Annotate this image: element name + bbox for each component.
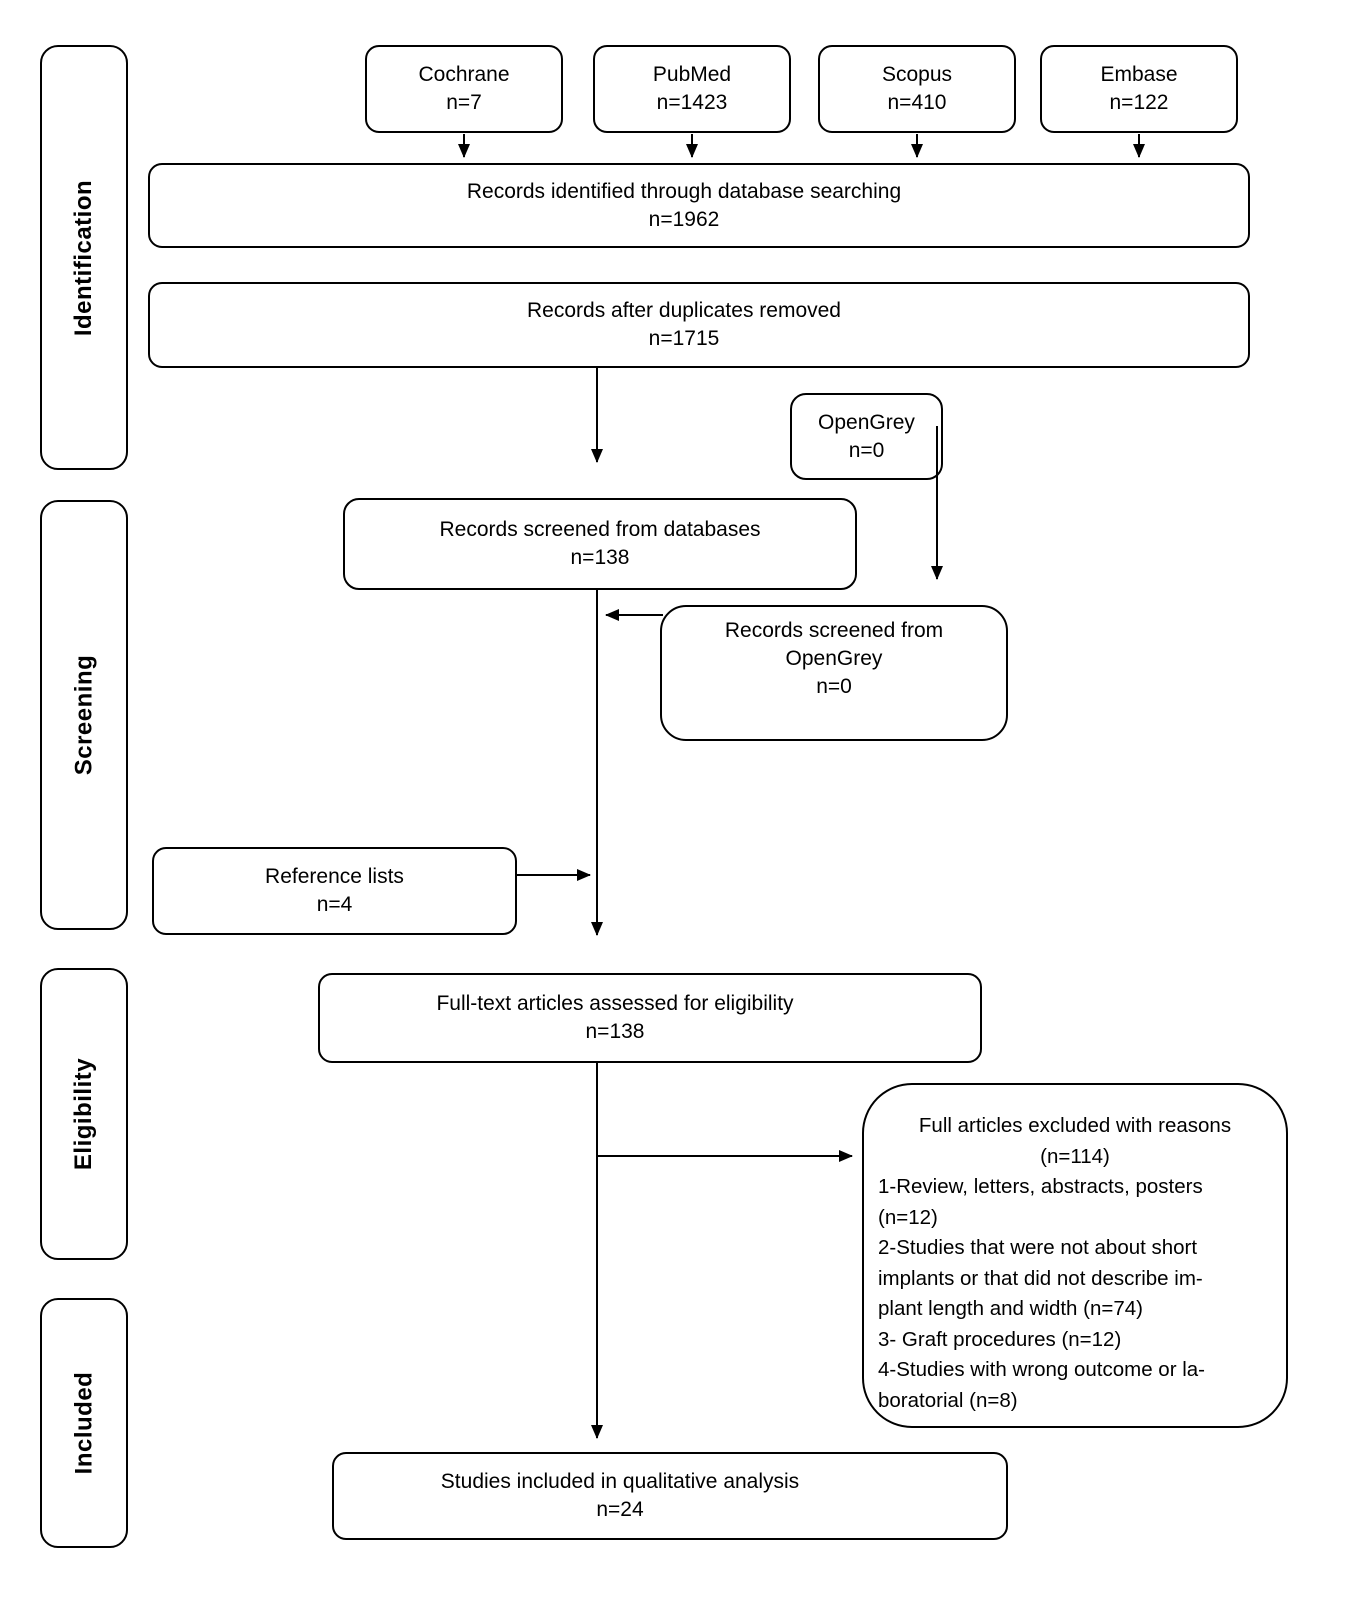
studies-included-box bbox=[332, 1452, 1008, 1540]
box-count: n=0 bbox=[848, 438, 885, 462]
box-text: Records screened from bbox=[724, 619, 944, 642]
source-name: Scopus bbox=[881, 63, 953, 86]
excluded-reason-line: 2-Studies that were not about short bbox=[878, 1236, 1198, 1259]
excluded-title: Full articles excluded with reasons bbox=[918, 1114, 1232, 1137]
excluded-reason-line: 3- Graft procedures (n=12) bbox=[878, 1327, 1122, 1351]
source-count: n=122 bbox=[1109, 91, 1169, 114]
source-name: Embase bbox=[1100, 63, 1178, 86]
stage-label: Eligibility bbox=[70, 1057, 97, 1171]
stage-label: Included bbox=[70, 1371, 98, 1475]
box-count: n=138 bbox=[585, 1020, 645, 1043]
excluded-reason-line: implants or that did not describe im- bbox=[878, 1266, 1203, 1290]
box-count: n=138 bbox=[570, 546, 630, 569]
records-deduplicated-box bbox=[148, 282, 1250, 368]
stage-screening bbox=[40, 500, 128, 930]
source-count: n=410 bbox=[887, 91, 947, 114]
source-box-cochrane bbox=[365, 45, 563, 133]
box-text: Studies included in qualitative analysis bbox=[440, 1470, 800, 1493]
box-text: OpenGrey bbox=[818, 410, 915, 434]
excluded-reason-line: (n=12) bbox=[878, 1205, 938, 1229]
stage-eligibility bbox=[40, 968, 128, 1260]
records-screened-databases-box bbox=[343, 498, 857, 590]
excluded-reason-line: boratorial (n=8) bbox=[878, 1388, 1018, 1412]
box-count: n=24 bbox=[596, 1498, 644, 1521]
source-count: n=1423 bbox=[656, 91, 728, 114]
box-text: Records identified through database searching bbox=[466, 179, 902, 203]
excluded-reason-line: 4-Studies with wrong outcome or la- bbox=[878, 1358, 1206, 1381]
fulltext-assessed-box bbox=[318, 973, 982, 1063]
reference-lists-box bbox=[152, 847, 517, 935]
excluded-reason-line: 1-Review, letters, abstracts, posters bbox=[878, 1175, 1203, 1198]
source-name: PubMed bbox=[652, 63, 732, 86]
box-count: n=4 bbox=[316, 893, 353, 916]
box-text: Records after duplicates removed bbox=[527, 299, 841, 322]
source-box-embase bbox=[1040, 45, 1238, 133]
source-count: n=7 bbox=[446, 91, 482, 114]
source-box-pubmed bbox=[593, 45, 791, 133]
excluded-reason-line: plant length and width (n=74) bbox=[878, 1297, 1143, 1320]
excluded-subtitle: (n=114) bbox=[1040, 1144, 1110, 1168]
box-text: OpenGrey bbox=[785, 647, 883, 670]
box-count: n=1715 bbox=[648, 327, 720, 350]
box-count: n=1962 bbox=[648, 207, 720, 231]
records-screened-opengrey-box bbox=[660, 605, 1008, 741]
source-box-scopus bbox=[818, 45, 1016, 133]
opengrey-box bbox=[790, 393, 943, 480]
stage-included bbox=[40, 1298, 128, 1548]
box-count: n=0 bbox=[816, 675, 852, 698]
source-name: Cochrane bbox=[418, 63, 510, 86]
stage-identification bbox=[40, 45, 128, 470]
box-text: Full-text articles assessed for eligibility bbox=[436, 992, 794, 1015]
box-text: Reference lists bbox=[265, 865, 404, 888]
box-text: Records screened from databases bbox=[439, 518, 761, 541]
stage-label: Screening bbox=[70, 654, 98, 776]
excluded-reasons-box bbox=[862, 1083, 1288, 1428]
records-identified-box bbox=[148, 163, 1250, 248]
stage-label: Identification bbox=[70, 179, 97, 336]
